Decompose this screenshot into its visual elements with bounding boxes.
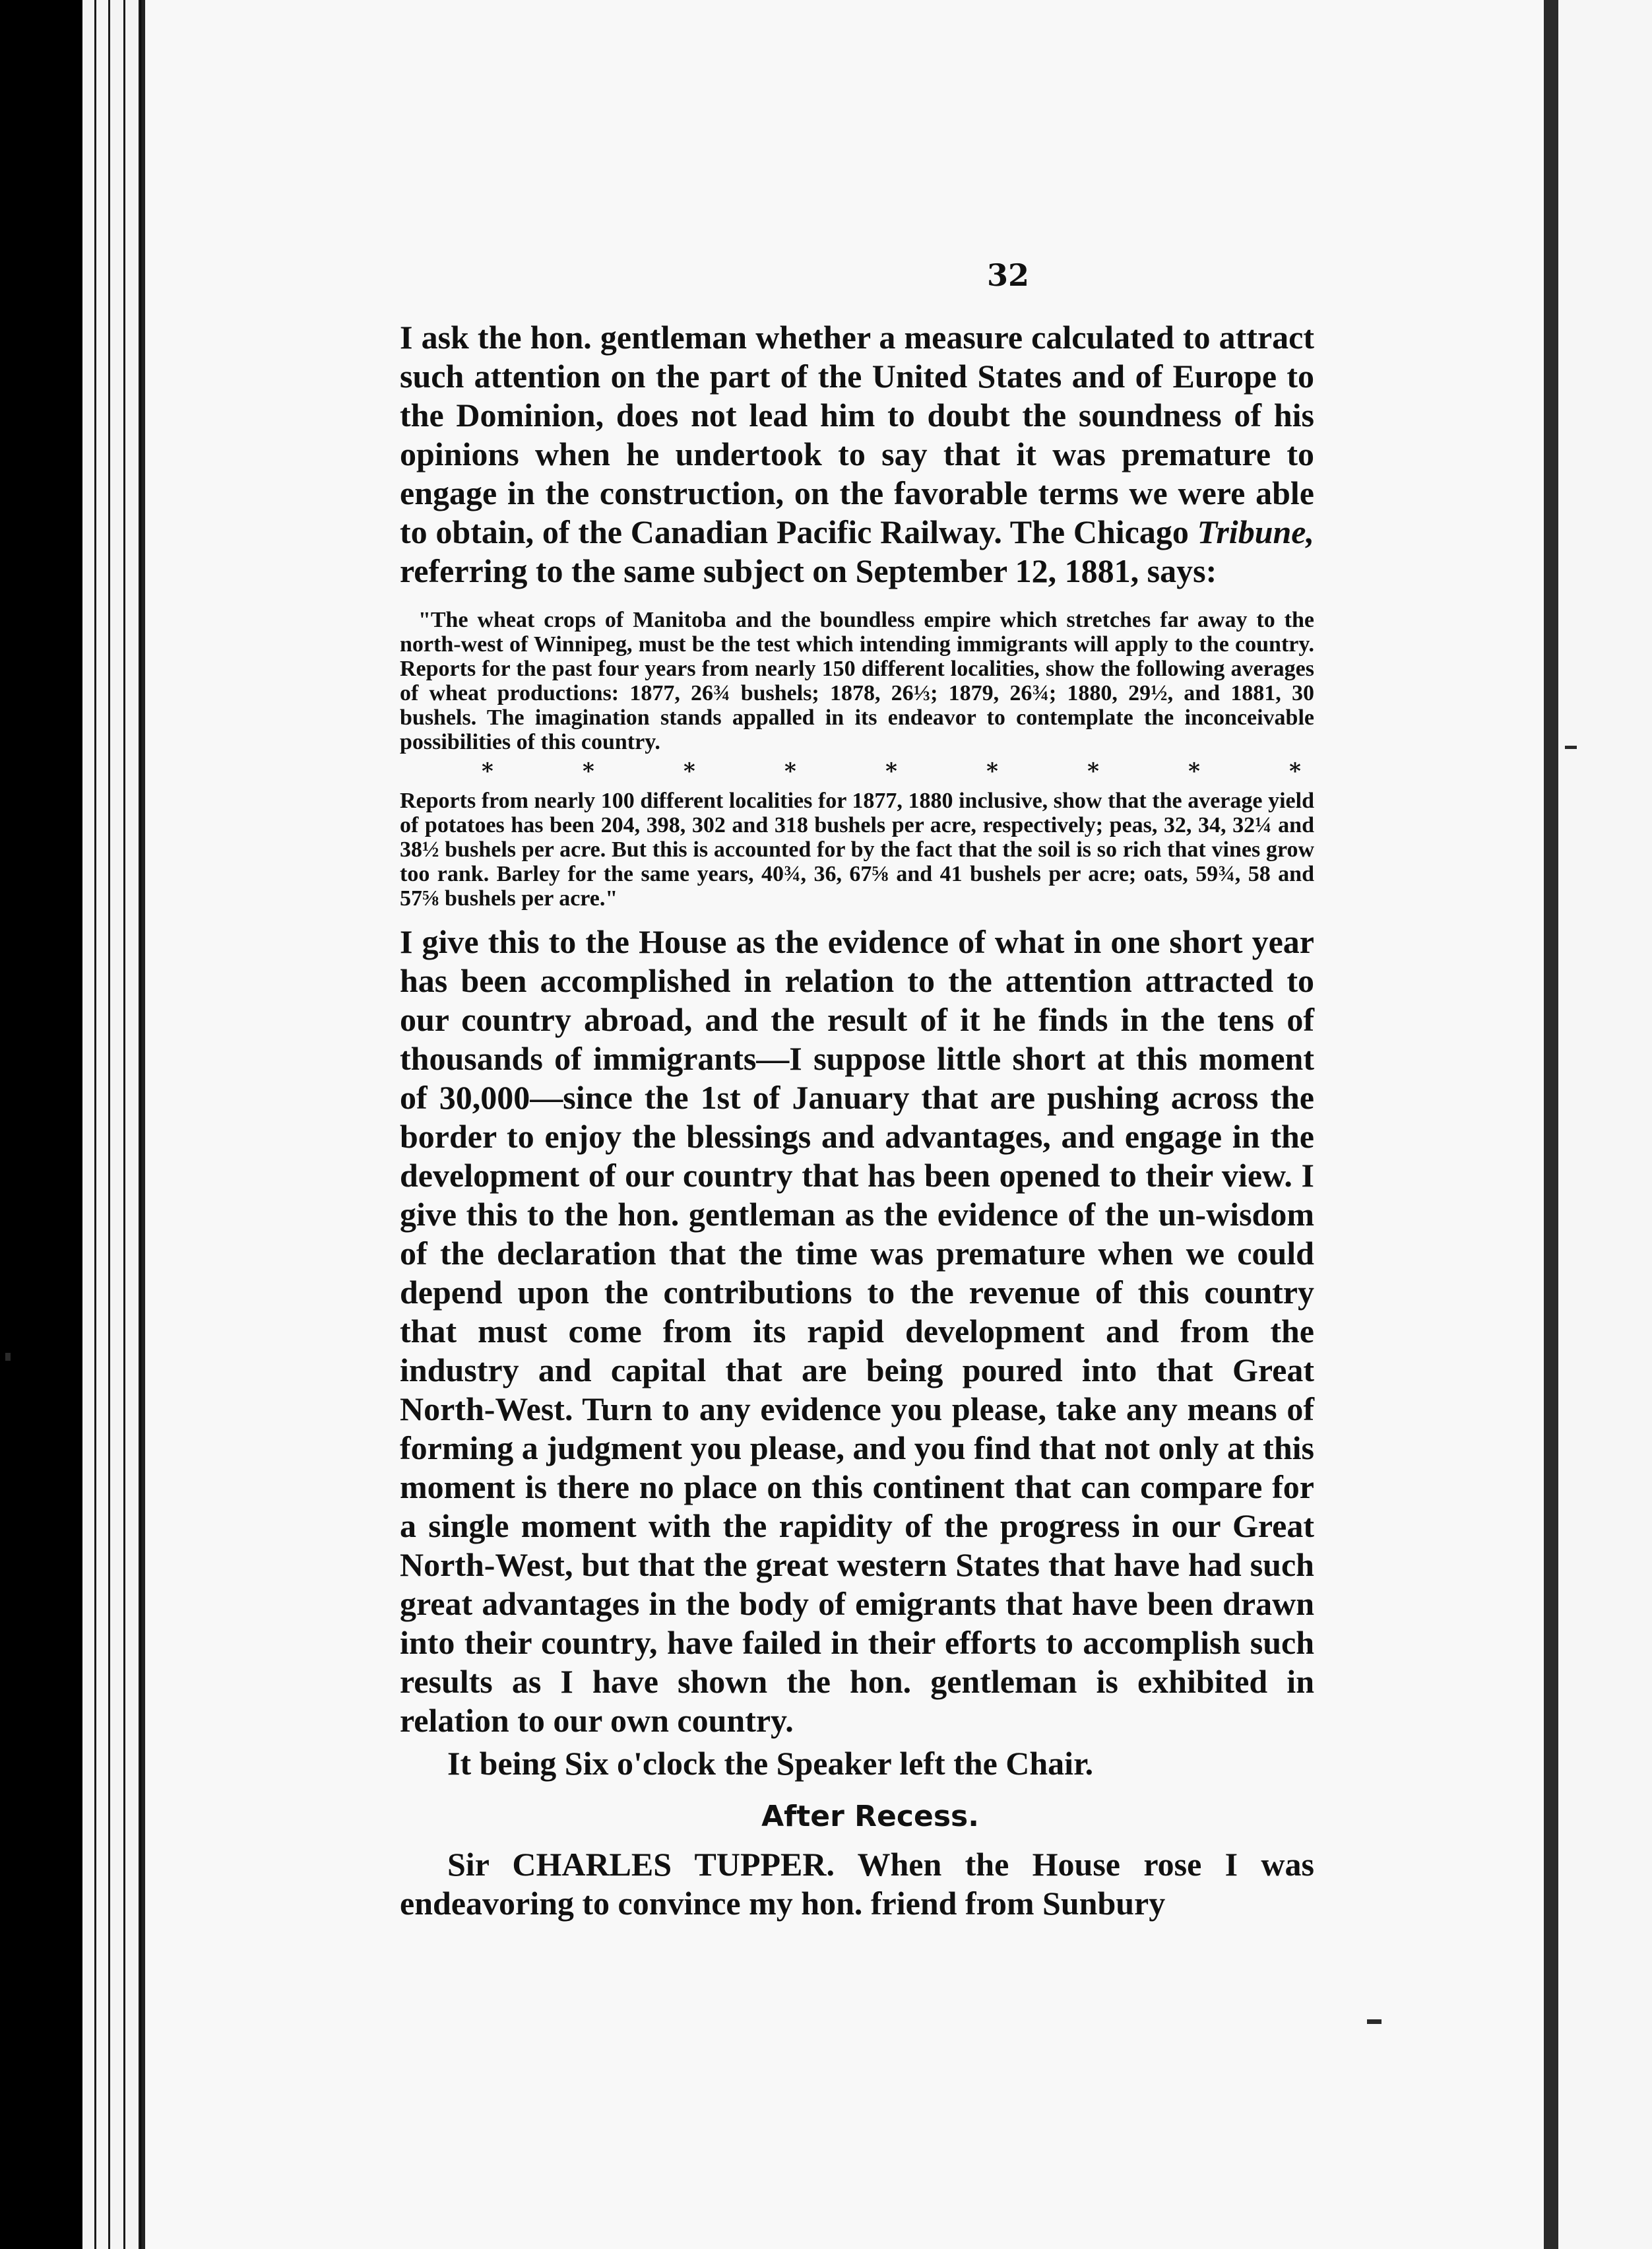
book-spine <box>1544 0 1558 2249</box>
star-mark: * <box>885 758 897 785</box>
paragraph-recess-note: It being Six o'clock the Speaker left the Chair. <box>447 1745 1094 1782</box>
star-mark: * <box>1289 758 1301 785</box>
paragraph-body: I give this to the House as the evidence of what in one short year has been accomplished in relation to the attention attracted to our country abroad, and the result of it he finds in the tens of thousands of immigrants—I suppose little short at this moment of 30,000—since the 1st of January that are pushing across the border to enjoy the blessings and advantages, and engage in the development of our country that has been opened to their view. I give this to the hon. gentleman as the evidence of the un-wisdom of the declaration that the time was premature when we could depend upon the contributions to the revenue of this country that must come from its rapid development and from the industry and capital that are being poured into that Great North-West. Turn to any evidence you please, take any means of forming a judgment you please, and you find that not only at this moment is there no place on this continent that can compare for a single moment with the rapidity of the progress in our Great North-West, but that the great western States that have had such great advantages in the body of emigrants that have been drawn into their country, have failed in their efforts to accomplish such results as I have shown the hon. gentleman is exhibited in relation to our own country. <box>400 923 1314 1739</box>
page-number: 32 <box>986 257 1029 293</box>
paragraph-closing <box>400 1845 1314 1923</box>
facing-page <box>1558 0 1652 2249</box>
page-edge <box>125 0 141 2249</box>
star-mark: * <box>784 758 796 785</box>
paragraph-opening <box>400 318 1314 591</box>
block-quote: Reports from nearly 100 different localities for 1877, 1880 inclusive, show that the average yield of potatoes has been 204, 398, 302 and 318 bushels per acre, respectively; peas, 32, 34, 32¼ and 38½ bushels per acre. But this is accounted for by the fact that the soil is so rich that vines grow too rank. Barley for the same years, 40¾, 36, 67⅝ and 41 bushels per acre; oats, 59¾, 58 and 57⅝ bushels per acre." <box>400 789 1314 911</box>
newspaper-title: Tribune, <box>1197 513 1314 550</box>
section-heading: After Recess. <box>761 1800 979 1833</box>
scan-speck <box>1367 2019 1382 2024</box>
ellipsis-stars <box>400 754 1314 789</box>
page-edge <box>110 0 125 2249</box>
paragraph-text: referring to the same subject on September 12, 1881, says: <box>400 552 1217 589</box>
star-mark: * <box>986 758 998 785</box>
star-mark: * <box>683 758 695 785</box>
scan-speck <box>5 1353 11 1361</box>
speaker-name: Sir CHARLES TUPPER. <box>447 1846 835 1883</box>
scan-speck <box>1565 746 1577 749</box>
paragraph-text: When the House rose I was endeavoring to convince my hon. friend from Sunbury <box>400 1846 1314 1922</box>
star-mark: * <box>1188 758 1200 785</box>
block-quote: "The wheat crops of Manitoba and the boundless empire which stretches far away to the north-west of Winnipeg, must be the test which intending immigrants will apply to the country. Reports for the past four years from nearly 150 different localities, show the following averages of wheat productions: 1877, 26¾ bushels; 1878, 26⅓; 1879, 26¾; 1880, 29½, and 1881, 30 bushels. The imagination stands appalled in its endeavor to contemplate the inconceivable possibilities of this country. <box>400 608 1314 754</box>
star-mark: * <box>482 758 493 785</box>
page-edge <box>82 0 96 2249</box>
star-mark: * <box>1087 758 1099 785</box>
star-mark: * <box>583 758 594 785</box>
page-edge <box>96 0 110 2249</box>
paragraph-text: I ask the hon. gentleman whether a measure calculated to attract such attention on the part of the United States and of Europe to the Dominion, does not lead him to doubt the soundness of his opinions when he undertook to say that it was premature to engage in the construction, on the favorable terms we were able to obtain, of the Canadian Pacific Railway. The Chicago <box>400 319 1314 550</box>
text-column <box>400 318 1314 1923</box>
